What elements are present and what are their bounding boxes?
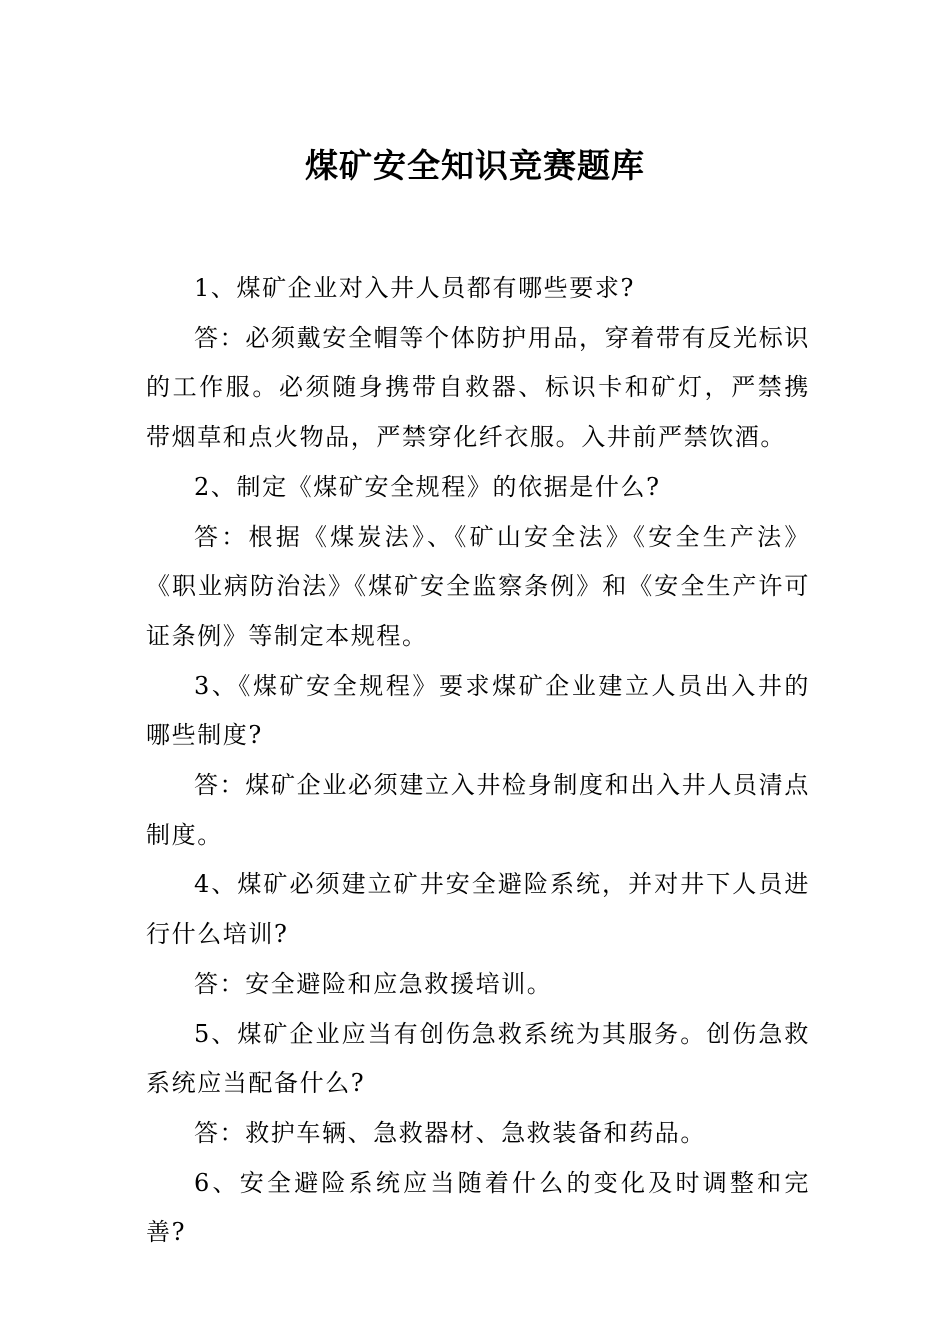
- document-body: [146, 264, 810, 1258]
- answer-1: 答：必须戴安全帽等个体防护用品，穿着带有反光标识的工作服。必须随身携带自救器、标识卡和矿灯，严禁携带烟草和点火物品，严禁穿化纤衣服。入井前严禁饮酒。: [146, 323, 810, 452]
- document-title: 煤矿安全知识竞赛题库: [305, 146, 645, 185]
- question-6: 6、安全避险系统应当随着什么的变化及时调整和完善?: [146, 1168, 810, 1247]
- question-1: 1、煤矿企业对入井人员都有哪些要求?: [194, 274, 635, 302]
- question-3: 3、《煤矿安全规程》要求煤矿企业建立人员出入井的哪些制度?: [146, 671, 810, 750]
- question-2: 2、制定《煤矿安全规程》的依据是什么?: [194, 472, 661, 501]
- question-4: 4、煤矿必须建立矿井安全避险系统，并对井下人员进行什么培训?: [146, 870, 810, 949]
- answer-3: 答：煤矿企业必须建立入井检身制度和出入井人员清点制度。: [146, 771, 810, 849]
- question-5: 5、煤矿企业应当有创伤急救系统为其服务。创伤急救系统应当配备什么?: [146, 1019, 810, 1098]
- answer-5: 答：救护车辆、急救器材、急救装备和药品。: [194, 1118, 706, 1147]
- answer-4: 答：安全避险和应急救援培训。: [194, 969, 553, 998]
- answer-2: 答：根据《煤炭法》、《矿山安全法》《安全生产法》《职业病防治法》《煤矿安全监察条例》和《安全生产许可证条例》等制定本规程。: [146, 522, 810, 650]
